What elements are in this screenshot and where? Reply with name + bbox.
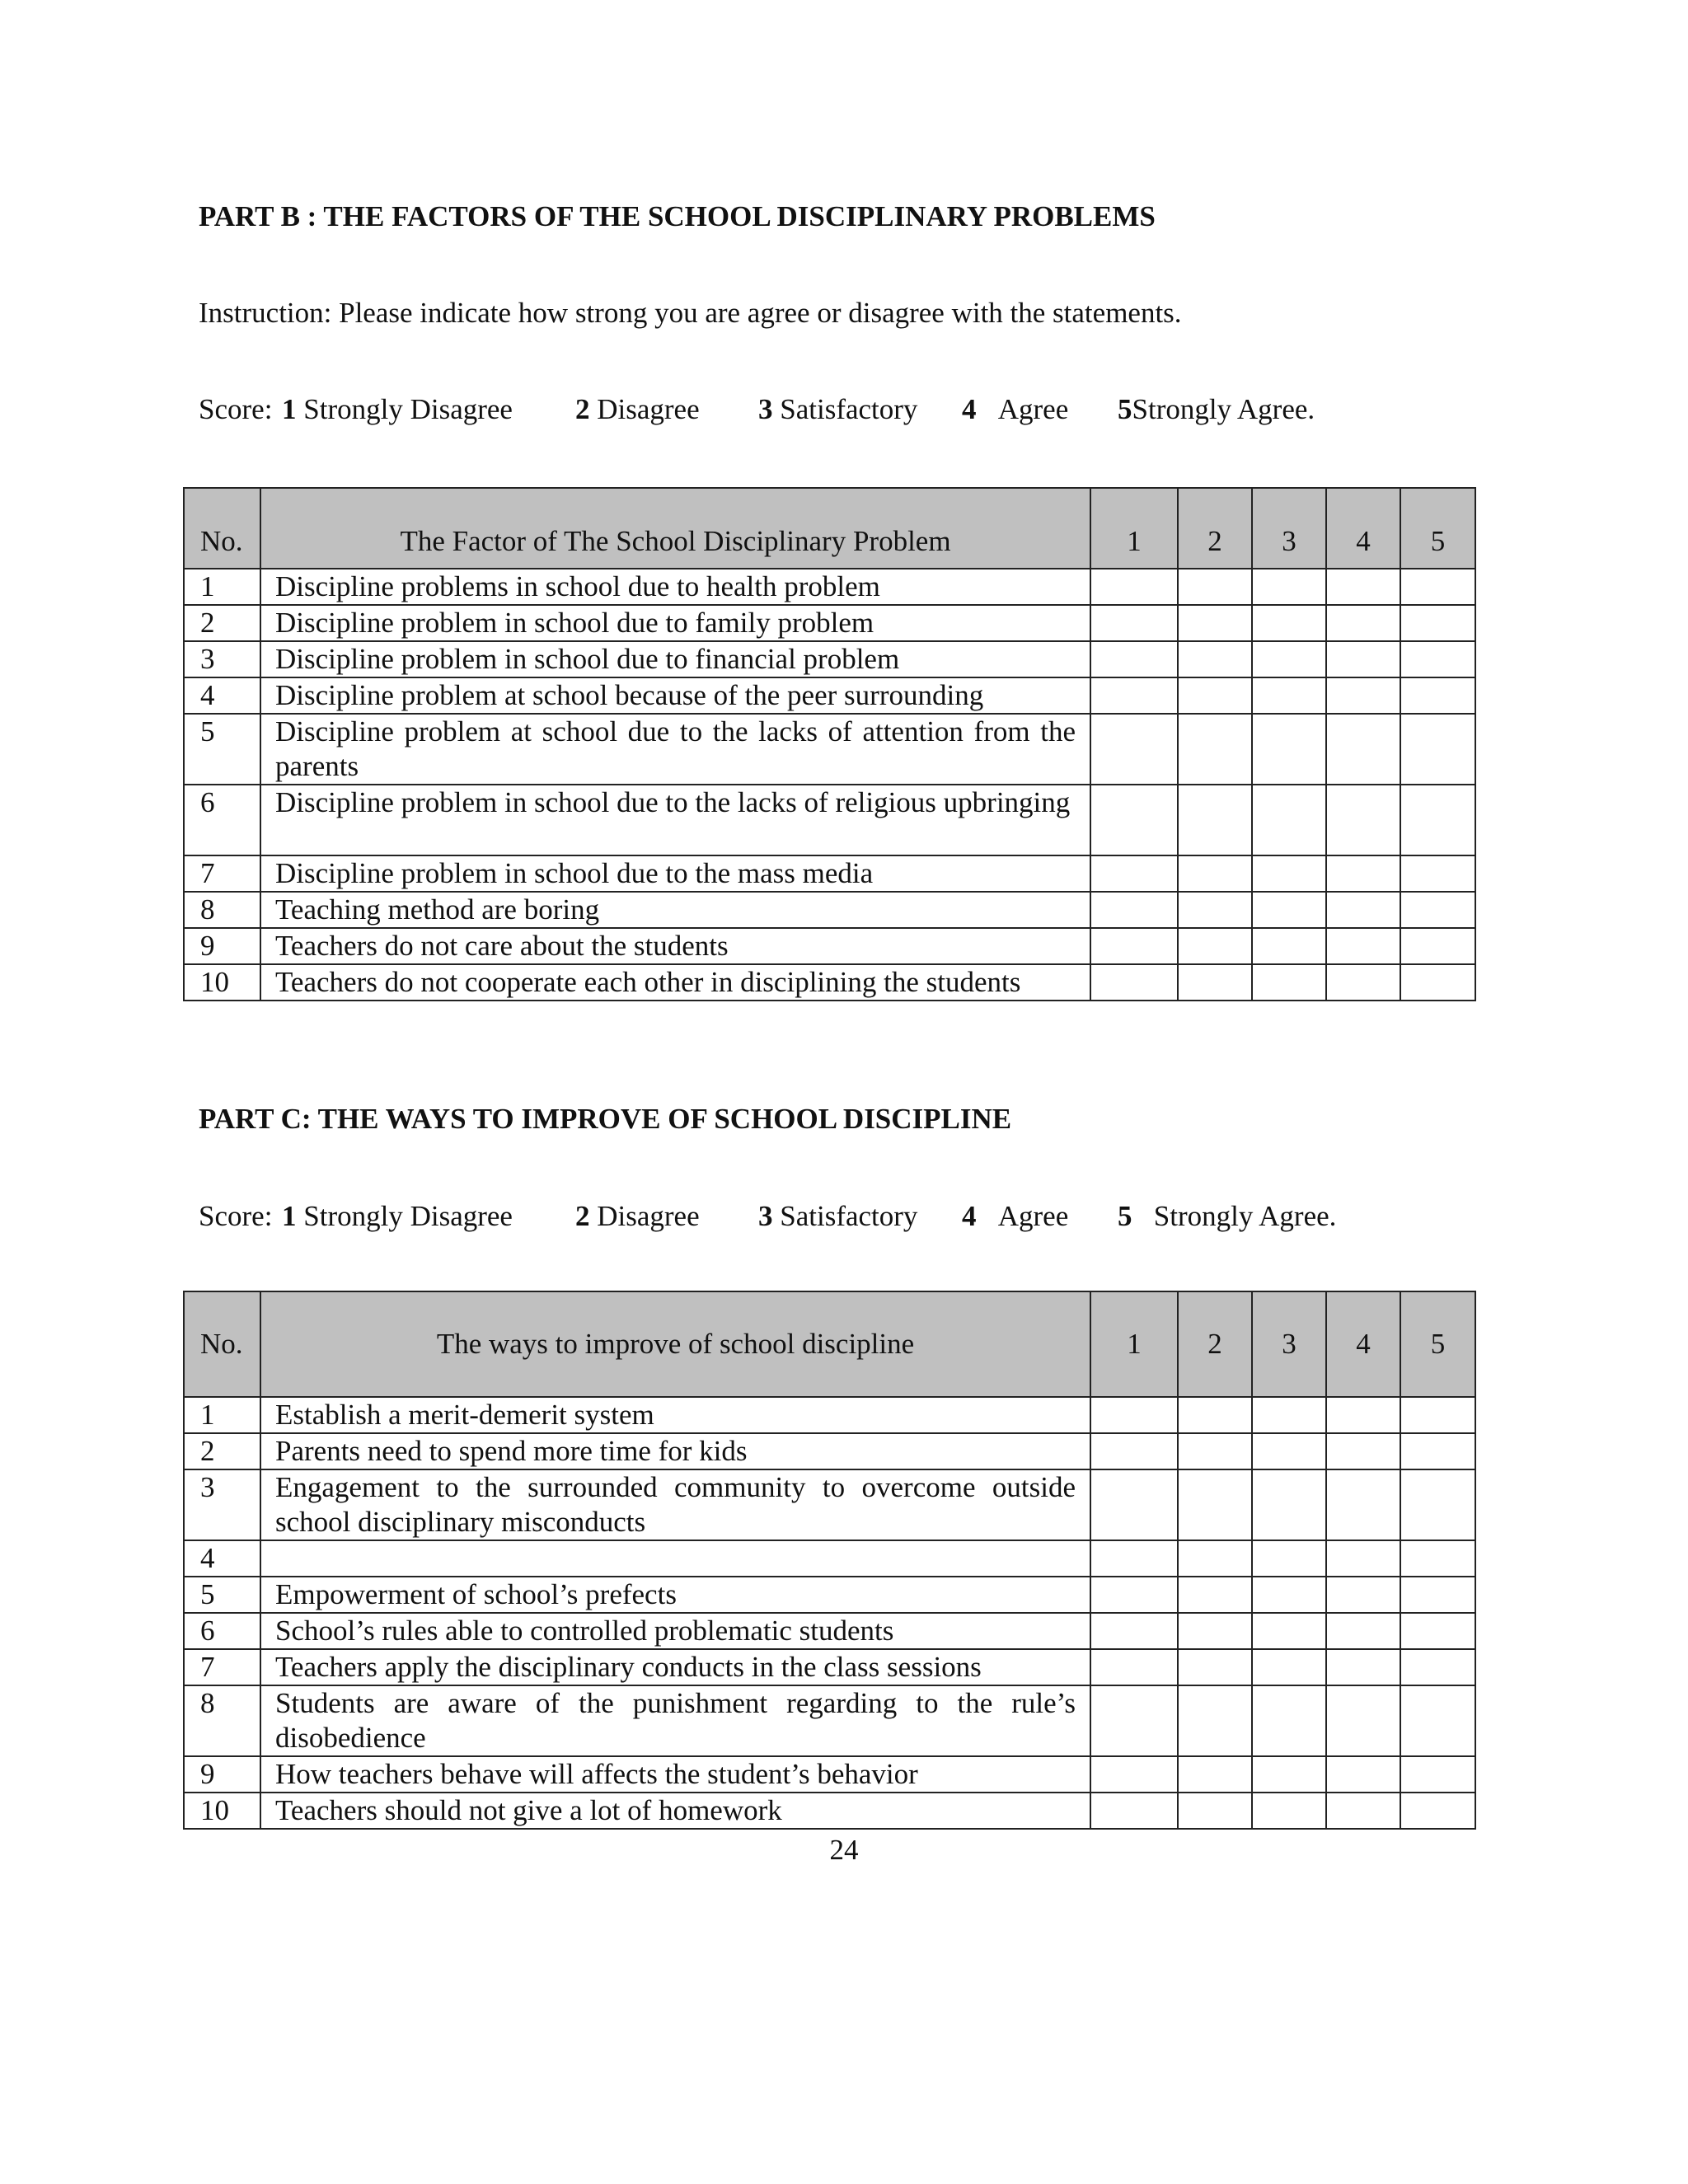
rating-cell-2[interactable] [1178, 1397, 1252, 1433]
score-label: Strongly Agree. [1153, 1200, 1337, 1232]
row-statement: Discipline problem in school due to the mass media [260, 855, 1090, 892]
header-scale-2: 2 [1178, 488, 1252, 569]
rating-cell-1[interactable] [1090, 641, 1178, 677]
table-row [184, 569, 1475, 605]
rating-cell-3[interactable] [1252, 964, 1326, 1001]
rating-cell-1[interactable] [1090, 1685, 1178, 1756]
table-row [184, 641, 1475, 677]
row-number: 9 [184, 928, 260, 964]
row-number: 2 [184, 1433, 260, 1469]
row-statement: Teachers apply the disciplinary conducts in the class sessions [260, 1649, 1090, 1685]
rating-cell-2[interactable] [1178, 1685, 1252, 1756]
rating-cell-2[interactable] [1178, 1613, 1252, 1649]
score-num: 1 [282, 393, 297, 425]
score-num: 5 [1118, 1200, 1132, 1232]
rating-cell-4[interactable] [1326, 785, 1400, 855]
rating-cell-2[interactable] [1178, 1433, 1252, 1469]
rating-cell-4[interactable] [1326, 641, 1400, 677]
score-item-4 [962, 395, 1068, 424]
row-statement: School’s rules able to controlled problematic students [260, 1613, 1090, 1649]
rating-cell-4[interactable] [1326, 964, 1400, 1001]
table-row [184, 1469, 1475, 1540]
score-num: 2 [575, 393, 590, 425]
score-item-3 [758, 1202, 917, 1230]
rating-cell-2[interactable] [1178, 1649, 1252, 1685]
table-row [184, 1613, 1475, 1649]
score-item-4 [962, 1202, 1068, 1230]
rating-cell-4[interactable] [1326, 1397, 1400, 1433]
row-statement: Teachers should not give a lot of homework [260, 1793, 1090, 1829]
row-statement: Establish a merit-demerit system [260, 1397, 1090, 1433]
rating-cell-4[interactable] [1326, 1469, 1400, 1540]
score-num: 1 [282, 1200, 297, 1232]
rating-cell-5[interactable] [1400, 1613, 1475, 1649]
row-statement: Teachers do not care about the students [260, 928, 1090, 964]
header-statement: The Factor of The School Disciplinary Problem [260, 488, 1090, 569]
rating-cell-3[interactable] [1252, 855, 1326, 892]
rating-cell-4[interactable] [1326, 928, 1400, 964]
header-no: No. [184, 488, 260, 569]
row-number: 5 [184, 1577, 260, 1613]
row-number: 10 [184, 964, 260, 1001]
rating-cell-2[interactable] [1178, 1577, 1252, 1613]
rating-cell-5[interactable] [1400, 1793, 1475, 1829]
rating-cell-2[interactable] [1178, 605, 1252, 641]
rating-cell-4[interactable] [1326, 892, 1400, 928]
rating-cell-1[interactable] [1090, 1433, 1178, 1469]
row-number: 6 [184, 785, 260, 855]
row-number: 2 [184, 605, 260, 641]
row-number: 3 [184, 641, 260, 677]
rating-cell-3[interactable] [1252, 1397, 1326, 1433]
table-row [184, 855, 1475, 892]
rating-cell-3[interactable] [1252, 641, 1326, 677]
row-statement: Teachers do not cooperate each other in disciplining the students [260, 964, 1090, 1001]
row-number: 10 [184, 1793, 260, 1829]
table-row [184, 1397, 1475, 1433]
header-scale-3: 3 [1252, 1291, 1326, 1397]
rating-cell-4[interactable] [1326, 1613, 1400, 1649]
rating-cell-1[interactable] [1090, 1397, 1178, 1433]
rating-cell-1[interactable] [1090, 605, 1178, 641]
rating-cell-2[interactable] [1178, 714, 1252, 785]
rating-cell-4[interactable] [1326, 855, 1400, 892]
rating-cell-5[interactable] [1400, 928, 1475, 964]
rating-cell-3[interactable] [1252, 1649, 1326, 1685]
row-statement [260, 1540, 1090, 1577]
header-scale-5: 5 [1400, 1291, 1475, 1397]
score-item-2 [575, 395, 700, 424]
rating-cell-1[interactable] [1090, 1793, 1178, 1829]
rating-cell-2[interactable] [1178, 855, 1252, 892]
rating-cell-1[interactable] [1090, 677, 1178, 714]
part-b-instruction: Instruction: Please indicate how strong you are agree or disagree with the statements. [199, 297, 1182, 329]
rating-cell-2[interactable] [1178, 892, 1252, 928]
header-statement: The ways to improve of school discipline [260, 1291, 1090, 1397]
table-row [184, 1433, 1475, 1469]
rating-cell-5[interactable] [1400, 569, 1475, 605]
table-row [184, 1756, 1475, 1793]
part-b-title: PART B : THE FACTORS OF THE SCHOOL DISCIPLINARY PROBLEMS [199, 200, 1156, 232]
rating-cell-4[interactable] [1326, 1649, 1400, 1685]
header-scale-4: 4 [1326, 1291, 1400, 1397]
rating-cell-5[interactable] [1400, 892, 1475, 928]
rating-cell-1[interactable] [1090, 964, 1178, 1001]
rating-cell-2[interactable] [1178, 928, 1252, 964]
rating-cell-4[interactable] [1326, 605, 1400, 641]
row-statement: Engagement to the surrounded community to overcome outside school disciplinary misconducts [260, 1469, 1090, 1540]
rating-cell-5[interactable] [1400, 1685, 1475, 1756]
rating-cell-2[interactable] [1178, 569, 1252, 605]
rating-cell-3[interactable] [1252, 928, 1326, 964]
score-label: Strongly Disagree [303, 1200, 513, 1232]
rating-cell-4[interactable] [1326, 677, 1400, 714]
table-row [184, 892, 1475, 928]
score-num: 3 [758, 1200, 773, 1232]
rating-cell-5[interactable] [1400, 641, 1475, 677]
table-row [184, 677, 1475, 714]
row-number: 8 [184, 892, 260, 928]
score-item-1 [282, 395, 513, 424]
rating-cell-1[interactable] [1090, 1756, 1178, 1793]
score-label: Disagree [597, 1200, 700, 1232]
rating-cell-1[interactable] [1090, 855, 1178, 892]
score-num: 2 [575, 1200, 590, 1232]
row-number: 1 [184, 569, 260, 605]
rating-cell-3[interactable] [1252, 1540, 1326, 1577]
rating-cell-2[interactable] [1178, 1793, 1252, 1829]
score-item-2 [575, 1202, 700, 1230]
rating-cell-1[interactable] [1090, 569, 1178, 605]
rating-cell-2[interactable] [1178, 1540, 1252, 1577]
rating-cell-5[interactable] [1400, 605, 1475, 641]
row-number: 3 [184, 1469, 260, 1540]
table-row [184, 964, 1475, 1001]
rating-cell-4[interactable] [1326, 714, 1400, 785]
rating-cell-3[interactable] [1252, 1793, 1326, 1829]
rating-cell-2[interactable] [1178, 1469, 1252, 1540]
header-scale-2: 2 [1178, 1291, 1252, 1397]
rating-cell-3[interactable] [1252, 1756, 1326, 1793]
row-number: 7 [184, 1649, 260, 1685]
rating-cell-3[interactable] [1252, 1469, 1326, 1540]
row-number: 6 [184, 1613, 260, 1649]
score-label: Agree [997, 1200, 1069, 1232]
row-number: 8 [184, 1685, 260, 1756]
score-num: 4 [962, 393, 977, 425]
part-b-table [183, 487, 1476, 1001]
rating-cell-3[interactable] [1252, 785, 1326, 855]
score-label: Satisfactory [780, 393, 918, 425]
rating-cell-5[interactable] [1400, 855, 1475, 892]
rating-cell-3[interactable] [1252, 1685, 1326, 1756]
rating-cell-3[interactable] [1252, 892, 1326, 928]
score-item-5 [1118, 395, 1315, 424]
rating-cell-1[interactable] [1090, 928, 1178, 964]
table-row [184, 1793, 1475, 1829]
rating-cell-2[interactable] [1178, 1756, 1252, 1793]
row-number: 4 [184, 1540, 260, 1577]
rating-cell-5[interactable] [1400, 1577, 1475, 1613]
rating-cell-4[interactable] [1326, 1793, 1400, 1829]
score-num: 3 [758, 393, 773, 425]
row-statement: Students are aware of the punishment regarding to the rule’s disobedience [260, 1685, 1090, 1756]
rating-cell-1[interactable] [1090, 1540, 1178, 1577]
rating-cell-2[interactable] [1178, 677, 1252, 714]
rating-cell-5[interactable] [1400, 785, 1475, 855]
rating-cell-4[interactable] [1326, 1433, 1400, 1469]
rating-cell-1[interactable] [1090, 1613, 1178, 1649]
rating-cell-4[interactable] [1326, 569, 1400, 605]
part-c-table [183, 1291, 1476, 1830]
header-scale-4: 4 [1326, 488, 1400, 569]
score-label: Disagree [597, 393, 700, 425]
row-statement: Teaching method are boring [260, 892, 1090, 928]
rating-cell-1[interactable] [1090, 1649, 1178, 1685]
score-prefix: Score: [199, 393, 273, 425]
rating-cell-5[interactable] [1400, 1433, 1475, 1469]
row-number: 1 [184, 1397, 260, 1433]
rating-cell-1[interactable] [1090, 892, 1178, 928]
row-statement: Discipline problem in school due to the lacks of religious upbringing [260, 785, 1090, 855]
rating-cell-5[interactable] [1400, 1540, 1475, 1577]
rating-cell-3[interactable] [1252, 1577, 1326, 1613]
rating-cell-3[interactable] [1252, 605, 1326, 641]
table-row [184, 928, 1475, 964]
header-scale-3: 3 [1252, 488, 1326, 569]
rating-cell-1[interactable] [1090, 1577, 1178, 1613]
table-row [184, 1577, 1475, 1613]
rating-cell-1[interactable] [1090, 1469, 1178, 1540]
rating-cell-5[interactable] [1400, 964, 1475, 1001]
rating-cell-5[interactable] [1400, 1397, 1475, 1433]
row-statement: Discipline problem at school because of the peer surrounding [260, 677, 1090, 714]
rating-cell-5[interactable] [1400, 1469, 1475, 1540]
rating-cell-5[interactable] [1400, 1756, 1475, 1793]
row-statement: How teachers behave will affects the student’s behavior [260, 1756, 1090, 1793]
row-statement: Discipline problem at school due to the lacks of attention from the parents [260, 714, 1090, 785]
rating-cell-3[interactable] [1252, 569, 1326, 605]
score-prefix: Score: [199, 1200, 273, 1232]
score-label: Agree [997, 393, 1069, 425]
row-number: 7 [184, 855, 260, 892]
row-number: 5 [184, 714, 260, 785]
table-row [184, 714, 1475, 785]
score-label: Strongly Disagree [303, 393, 513, 425]
rating-cell-4[interactable] [1326, 1756, 1400, 1793]
rating-cell-2[interactable] [1178, 964, 1252, 1001]
rating-cell-1[interactable] [1090, 714, 1178, 785]
row-statement: Parents need to spend more time for kids [260, 1433, 1090, 1469]
row-number: 9 [184, 1756, 260, 1793]
page-number: 24 [829, 1834, 859, 1866]
row-number: 4 [184, 677, 260, 714]
table-row [184, 1649, 1475, 1685]
part-c-title: PART C: THE WAYS TO IMPROVE OF SCHOOL DISCIPLINE [199, 1103, 1012, 1135]
table-header-row [184, 1291, 1475, 1397]
score-item-5 [1118, 1202, 1336, 1230]
score-num: 5 [1118, 393, 1132, 425]
rating-cell-3[interactable] [1252, 714, 1326, 785]
table-row [184, 605, 1475, 641]
rating-cell-4[interactable] [1326, 1577, 1400, 1613]
header-no: No. [184, 1291, 260, 1397]
table-row [184, 1540, 1475, 1577]
rating-cell-5[interactable] [1400, 1649, 1475, 1685]
score-label: Strongly Agree. [1132, 393, 1315, 425]
rating-cell-4[interactable] [1326, 1540, 1400, 1577]
rating-cell-2[interactable] [1178, 785, 1252, 855]
table-row [184, 1685, 1475, 1756]
row-statement: Discipline problem in school due to family problem [260, 605, 1090, 641]
score-label: Satisfactory [780, 1200, 918, 1232]
score-item-1 [282, 1202, 513, 1230]
header-scale-5: 5 [1400, 488, 1475, 569]
header-scale-1: 1 [1090, 488, 1178, 569]
rating-cell-1[interactable] [1090, 785, 1178, 855]
rating-cell-5[interactable] [1400, 714, 1475, 785]
rating-cell-3[interactable] [1252, 1433, 1326, 1469]
rating-cell-3[interactable] [1252, 1613, 1326, 1649]
rating-cell-3[interactable] [1252, 677, 1326, 714]
rating-cell-4[interactable] [1326, 1685, 1400, 1756]
row-statement: Discipline problem in school due to financial problem [260, 641, 1090, 677]
row-statement: Empowerment of school’s prefects [260, 1577, 1090, 1613]
rating-cell-2[interactable] [1178, 641, 1252, 677]
rating-cell-5[interactable] [1400, 677, 1475, 714]
table-row [184, 785, 1475, 855]
table-header-row [184, 488, 1475, 569]
header-scale-1: 1 [1090, 1291, 1178, 1397]
row-statement: Discipline problems in school due to health problem [260, 569, 1090, 605]
score-num: 4 [962, 1200, 977, 1232]
score-item-3 [758, 395, 917, 424]
